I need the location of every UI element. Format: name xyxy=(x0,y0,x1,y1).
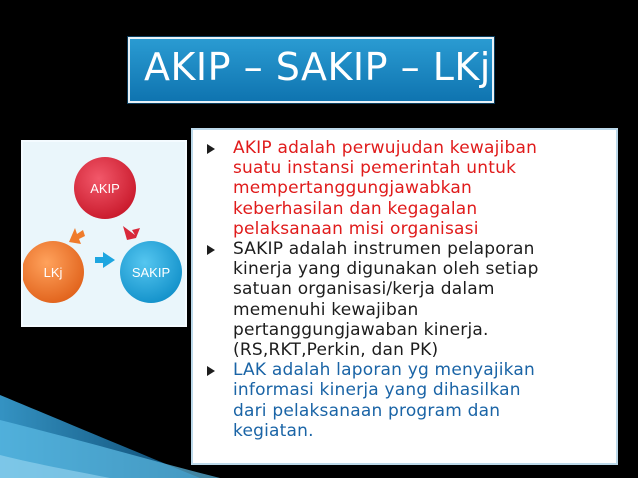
cycle-diagram-svg xyxy=(23,142,185,325)
arrow-akip-to-sakip-icon xyxy=(123,226,140,240)
cycle-diagram xyxy=(21,140,187,327)
title-box xyxy=(128,37,494,103)
triangle-bullet-icon xyxy=(205,360,217,380)
triangle-bullet-icon xyxy=(205,138,217,158)
bullet-akip-text: AKIP adalah perwujudan kewajiban suatu instansi pemerintah untuk mempertanggungjawabkan keberhasilan dan kegagalan pelaksanaan misi organisasi xyxy=(233,138,538,239)
bullet-list xyxy=(203,138,613,441)
slide-title: AKIP – SAKIP – LKj xyxy=(144,45,491,89)
node-akip xyxy=(74,157,136,219)
content-panel xyxy=(191,128,618,465)
arrow-sakip-to-lkj-icon xyxy=(95,252,115,268)
bullet-sakip xyxy=(203,239,613,360)
node-akip-label: AKIP xyxy=(90,181,120,196)
node-sakip xyxy=(120,241,182,303)
bullet-akip xyxy=(203,138,613,239)
triangle-bullet-icon xyxy=(205,239,217,259)
node-lkj xyxy=(23,241,84,303)
bullet-lak-text: LAK adalah laporan yg menyajikan informasi kinerja yang dihasilkan dari pelaksanaan program dan kegiatan. xyxy=(233,360,536,441)
arrow-lkj-to-akip-icon xyxy=(69,228,85,244)
node-lkj-label: LKj xyxy=(43,265,63,280)
node-sakip-label: SAKIP xyxy=(131,265,171,280)
bullet-lak xyxy=(203,360,613,441)
bullet-sakip-text: SAKIP adalah instrumen pelaporan kinerja yang digunakan oleh setiap satuan organisasi/kerja dalam memenuhi kewajiban pertanggungjawaban kinerja. (RS,RKT,Perkin, dan PK) xyxy=(233,239,539,361)
